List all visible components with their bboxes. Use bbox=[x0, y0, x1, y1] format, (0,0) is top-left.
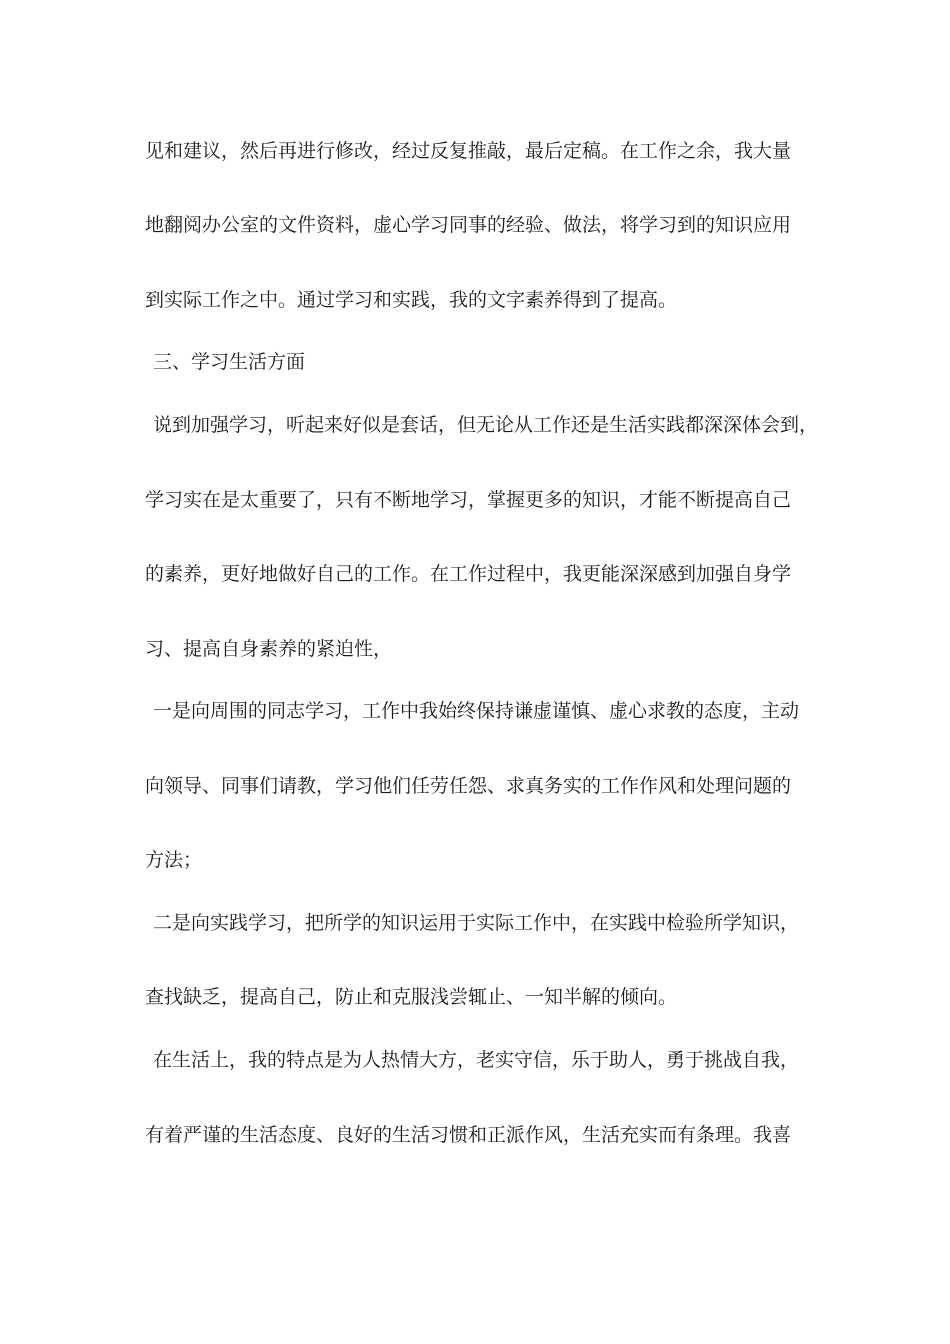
text-line: 见和建议，然后再进行修改，经过反复推敲，最后定稿。在工作之余，我大量 bbox=[145, 140, 792, 162]
paragraph-start: 一是向周围的同志学习，工作中我始终保持谦虚谨慎、虚心求教的态度，主动 bbox=[153, 700, 800, 722]
text-line: 查找缺乏，提高自己，防止和克服浅尝辄止、一知半解的倾向。 bbox=[145, 986, 678, 1008]
paragraph-start: 在生活上，我的特点是为人热情大方，老实守信，乐于助人，勇于挑战自我， bbox=[153, 1049, 800, 1071]
text-line: 的素养，更好地做好自己的工作。在工作过程中，我更能深深感到加强自身学 bbox=[145, 563, 792, 585]
paragraph-start: 说到加强学习，听起来好似是套话，但无论从工作还是生活实践都深深体会到， bbox=[153, 414, 819, 436]
text-line: 学习实在是太重要了，只有不断地学习，掌握更多的知识，才能不断提高自己 bbox=[145, 489, 792, 511]
text-line: 到实际工作之中。通过学习和实践，我的文字素养得到了提高。 bbox=[145, 289, 678, 311]
section-heading: 三、学习生活方面 bbox=[153, 351, 306, 373]
paragraph-start: 二是向实践学习，把所学的知识运用于实际工作中，在实践中检验所学知识， bbox=[153, 912, 800, 934]
text-line: 向领导、同事们请教，学习他们任劳任怨、求真务实的工作作风和处理问题的 bbox=[145, 775, 792, 797]
text-line: 方法； bbox=[145, 849, 203, 871]
text-line: 习、提高自身素养的紧迫性， bbox=[145, 638, 393, 660]
text-line: 地翻阅办公室的文件资料，虚心学习同事的经验、做法，将学习到的知识应用 bbox=[145, 214, 792, 236]
text-line: 有着严谨的生活态度、良好的生活习惯和正派作风，生活充实而有条理。我喜 bbox=[145, 1124, 792, 1146]
